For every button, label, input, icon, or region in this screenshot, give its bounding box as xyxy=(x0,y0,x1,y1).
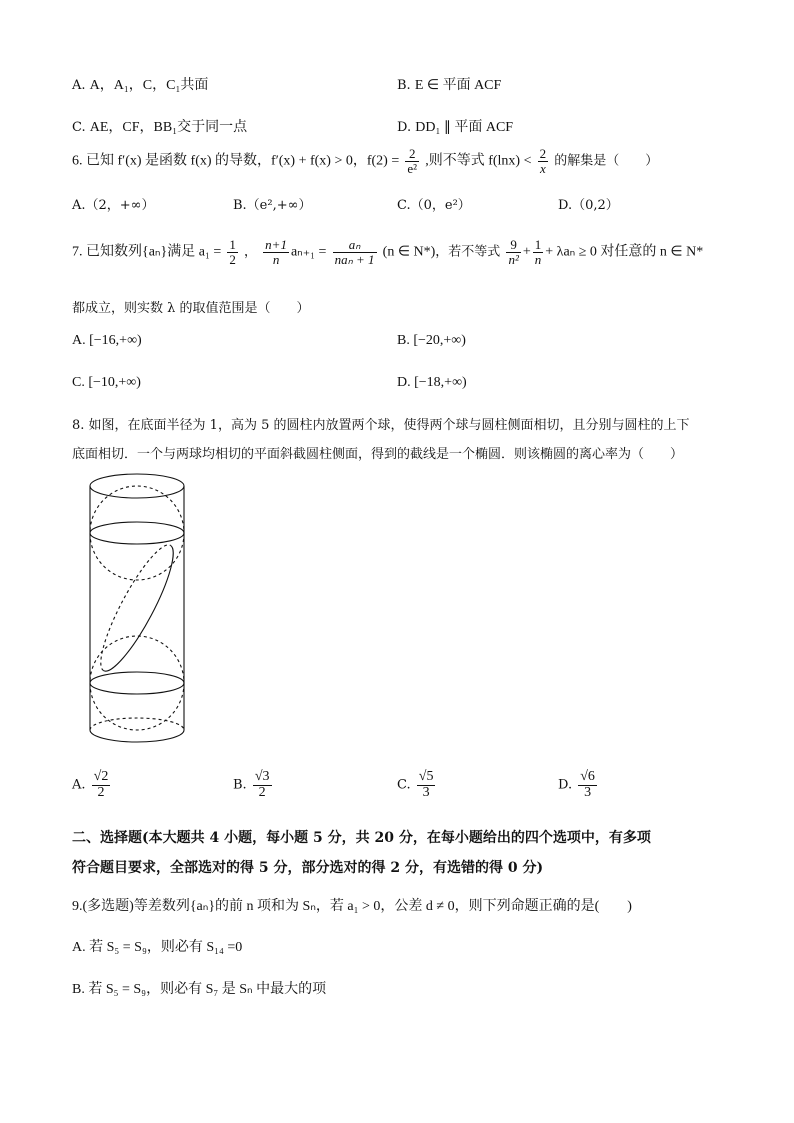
q7-fraction-1: $\frac{1}{2}$ xyxy=(229,237,236,267)
q8-option-a: A. $\frac{√2}{2}$ xyxy=(72,769,109,800)
q7-option-c: C. [−10,+∞) xyxy=(72,375,141,390)
cylinder-bottom-front xyxy=(90,730,184,742)
q5-option-c: C. AE，CF，BB₁交于同一点 xyxy=(72,120,248,135)
q7-fraction-4: $\frac{9}{\text{n²}}$ xyxy=(508,237,519,267)
q7-option-d: D. [−18,+∞) xyxy=(397,375,467,390)
q7-fraction-2: $\frac{n+1}{n}$ xyxy=(265,237,287,267)
section-2-heading-line1: 二、选择题(本大题共 4 小题，每小题 5 分，共 20 分，在每小题给出的四个选项中，有多项 xyxy=(72,830,651,846)
top-sphere xyxy=(90,486,184,580)
q5-option-a: A. A，A₁，C，C₁共面 xyxy=(72,78,209,93)
q7-option-b: B. [−20,+∞) xyxy=(397,333,466,348)
q8-stem-line2: 底面相切．一个与两球均相切的平面斜截圆柱侧面，得到的截线是一个椭圆．则该椭圆的离心率为（ ） xyxy=(72,447,684,462)
q7-stem-line2: 都成立，则实数 λ 的取值范围是（ ） xyxy=(72,301,310,316)
q6-option-d: D.（0,2） xyxy=(558,198,619,213)
q7-fraction-5: $\frac{1}{n}$ xyxy=(534,237,542,267)
top-sphere-equator-front xyxy=(90,533,184,544)
bottom-sphere-equator-front xyxy=(90,683,184,694)
q6-option-a: A.（2，+∞） xyxy=(72,198,155,213)
section-ellipse-back xyxy=(90,538,171,671)
q8-option-b: B. $\frac{√3}{2}$ xyxy=(233,769,270,800)
q8-option-d: D. $\frac{√6}{3}$ xyxy=(558,769,595,800)
q9-stem: 9.(多选题)等差数列{aₙ}的前 n 项和为 Sₙ，若 a₁ > 0，公差 d ≠ 0，则下列命题正确的是( ) xyxy=(72,899,632,914)
cylinder-top-ellipse xyxy=(90,474,184,498)
cylinder-bottom-back xyxy=(90,718,184,730)
q7-fraction-3: $\frac{\text{aₙ}}{\text{naₙ + 1}}$ xyxy=(334,237,375,267)
q7-option-a: A. [−16,+∞) xyxy=(72,333,142,348)
cylinder-spheres-figure xyxy=(84,468,194,753)
q5-option-b: B. E ∈ 平面 ACF xyxy=(397,78,502,93)
q8-stem-line1: 8. 如图，在底面半径为 1，高为 5 的圆柱内放置两个球，使得两个球与圆柱侧面相切，且分别与圆柱的上下 xyxy=(72,418,690,433)
q9-option-a: A. 若 S₅ = S₉，则必有 S₁₄ =0 xyxy=(72,940,243,955)
q6-fraction-1: $\frac{2}{\text{e²}}$ xyxy=(407,146,418,176)
bottom-sphere-equator-back xyxy=(90,672,184,683)
q6-fraction-2: $\frac{2}{x}$ xyxy=(539,146,547,176)
q6-option-b: B.（e²,+∞） xyxy=(233,198,312,213)
q6-option-c: C.（0，e²） xyxy=(397,198,471,213)
top-sphere-equator-back xyxy=(90,522,184,533)
q7-stem: 7. 已知数列{aₙ}满足 a₁ = $\frac{1}{2}$ ， $\frac{n+1}{n}$ aₙ₊₁ = $\frac{\text{aₙ}}{\text{naₙ + 1}}$ (n ∈ N*)，若不等式 $\frac{9}{\text{n²}}$ + $\frac{1}{n}$ + λaₙ ≥ 0 对任意的 n ∈ N* xyxy=(72,237,704,267)
bottom-sphere xyxy=(90,636,184,730)
q6-stem: 6. 已知 f′(x) 是函数 f(x) 的导数，f′(x) + f(x) > 0，f(2) = $\frac{2}{\text{e²}}$ ,则不等式 f(lnx) < $\frac{2}{x}$ 的解集是（ ） xyxy=(72,146,659,176)
q5-option-d: D. DD₁ ∥ 平面 ACF xyxy=(397,120,514,135)
q8-option-c: C. $\frac{√5}{3}$ xyxy=(397,769,434,800)
q9-option-b: B. 若 S₅ = S₉，则必有 S₇ 是 Sₙ 中最大的项 xyxy=(72,982,327,997)
section-2-heading-line2: 符合题目要求，全部选对的得 5 分，部分选对的得 2 分，有选错的得 0 分) xyxy=(72,860,544,876)
section-ellipse-front xyxy=(104,545,185,678)
